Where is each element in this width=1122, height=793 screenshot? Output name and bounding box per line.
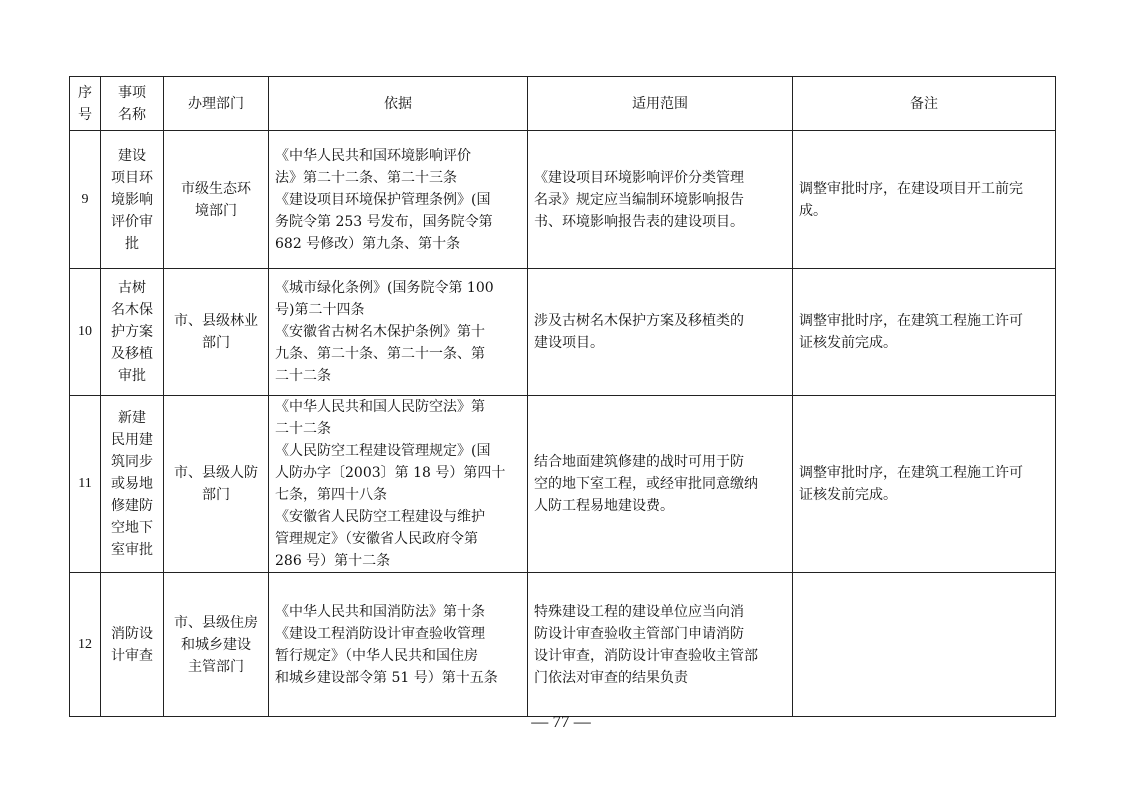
row-basis-line: 《中华人民共和国环境影响评价 (275, 147, 471, 164)
row-note-line: 成。 (799, 202, 827, 219)
row-basis-line: 《建设项目环境保护管理条例》(国 (275, 191, 491, 208)
row-department-line: 市级生态环 (181, 180, 251, 197)
row-department-line: 主管部门 (188, 658, 244, 675)
row-basis-line: 暂行规定》（中华人民共和国住房 (275, 647, 478, 664)
row-item-name-line: 空地下 (111, 520, 153, 536)
row-basis-line: 《安徽省古树名木保护条例》第十 (275, 324, 485, 340)
row-basis-line: 九条、第二十条、第二十一条、第 (275, 346, 485, 362)
row-department (164, 396, 269, 573)
row-note-line: 调整审批时序，在建筑工程施工许可 (799, 465, 1023, 481)
row-basis-line: 和城乡建设部令第 51 号）第十五条 (275, 669, 498, 686)
row-scope-line: 结合地面建筑修建的战时可用于防 (534, 454, 744, 470)
row-basis-line: 《建设工程消防设计审查验收管理 (275, 625, 485, 642)
row-scope-line: 门依法对审查的结果负责 (534, 669, 688, 686)
row-department-line: 部门 (202, 487, 230, 503)
row-note-line: 调整审批时序，在建设项目开工前完 (799, 180, 1023, 197)
row-item-name (101, 269, 164, 396)
header-department: 办理部门 (164, 77, 269, 131)
row-item-name (101, 573, 164, 717)
row-item-name-line: 境影响 (111, 191, 153, 208)
row-item-name (101, 396, 164, 573)
row-note-line: 证核发前完成。 (799, 335, 897, 351)
row-basis-line: 二十二条 (275, 421, 331, 437)
row-basis-line: 《安徽省人民防空工程建设与维护 (275, 509, 485, 525)
row-basis-line: 号)第二十四条 (275, 302, 365, 318)
row-note (793, 396, 1056, 573)
row-item-name-line: 及移植 (111, 346, 153, 362)
row-note (793, 573, 1056, 717)
row-item-name-line: 室审批 (111, 542, 153, 558)
table-row (70, 396, 1056, 573)
table-row (70, 573, 1056, 717)
row-basis-line: 286 号）第十二条 (275, 553, 391, 569)
row-basis-line: 法》第二十二条、第二十三条 (275, 169, 457, 186)
row-note-line: 证核发前完成。 (799, 487, 897, 503)
row-basis-line: 《人民防空工程建设管理规定》(国 (275, 443, 491, 459)
row-department (164, 131, 269, 269)
row-basis (269, 396, 528, 573)
row-seq-number: 10 (70, 269, 101, 396)
header-seq: 序 号 (70, 77, 101, 131)
table-body (70, 131, 1056, 717)
page-number: — 77 — (531, 712, 591, 731)
row-item-name-line: 新建 (118, 410, 146, 426)
row-item-name-line: 消防设 (111, 625, 153, 642)
header-item-name: 事项 名称 (101, 77, 164, 131)
row-department-line: 境部门 (195, 202, 237, 219)
row-item-name-line: 批 (125, 235, 139, 252)
table-row (70, 269, 1056, 396)
row-department (164, 269, 269, 396)
row-scope (528, 131, 793, 269)
row-item-name-line: 名木保 (111, 302, 153, 318)
row-item-name-line: 修建防 (111, 498, 153, 514)
row-basis-line: 务院令第 253 号发布，国务院令第 (275, 213, 493, 230)
header-basis: 依据 (269, 77, 528, 131)
table-row (70, 131, 1056, 269)
row-item-name-line: 筑同步 (111, 454, 153, 470)
row-item-name-line: 建设 (118, 147, 146, 164)
row-scope-line: 设计审查，消防设计审查验收主管部 (534, 647, 758, 664)
row-department-line: 和城乡建设 (181, 636, 251, 653)
row-scope-line: 建设项目。 (534, 335, 604, 351)
row-item-name-line: 护方案 (111, 324, 153, 340)
row-department-line: 市、县级林业 (174, 313, 258, 329)
row-basis-line: 《城市绿化条例》(国务院令第 100 (275, 280, 494, 296)
table-header-row (70, 77, 1056, 131)
approval-items-table (69, 76, 1056, 717)
row-scope-line: 书、环境影响报告表的建设项目。 (534, 213, 744, 230)
row-seq-number: 9 (70, 131, 101, 269)
row-scope-line: 防设计审查验收主管部门申请消防 (534, 625, 744, 642)
row-item-name (101, 131, 164, 269)
row-item-name-line: 项目环 (111, 169, 153, 186)
row-item-name-line: 古树 (118, 280, 146, 296)
row-basis-line: 《中华人民共和国人民防空法》第 (275, 399, 485, 415)
row-basis-line: 682 号修改）第九条、第十条 (275, 235, 461, 252)
row-note (793, 131, 1056, 269)
row-basis-line: 二十二条 (275, 368, 331, 384)
row-scope (528, 573, 793, 717)
row-note (793, 269, 1056, 396)
row-scope-line: 名录》规定应当编制环境影响报告 (534, 191, 744, 208)
row-basis-line: 管理规定》（安徽省人民政府令第 (275, 531, 478, 547)
row-scope-line: 人防工程易地建设费。 (534, 498, 674, 514)
row-item-name-line: 评价审 (111, 213, 153, 230)
row-department-line: 市、县级人防 (174, 465, 258, 481)
row-scope-line: 特殊建设工程的建设单位应当向消 (534, 603, 744, 620)
header-note: 备注 (793, 77, 1056, 131)
row-department-line: 部门 (202, 335, 230, 351)
row-note-line: 调整审批时序，在建筑工程施工许可 (799, 313, 1023, 329)
row-scope-line: 涉及古树名木保护方案及移植类的 (534, 313, 744, 329)
row-seq-number: 12 (70, 573, 101, 717)
row-item-name-line: 或易地 (111, 476, 153, 492)
row-basis (269, 269, 528, 396)
row-department-line: 市、县级住房 (174, 614, 258, 631)
row-basis (269, 131, 528, 269)
row-scope-line: 《建设项目环境影响评价分类管理 (534, 169, 744, 186)
row-item-name-line: 民用建 (111, 432, 153, 448)
row-scope-line: 空的地下室工程，或经审批同意缴纳 (534, 476, 758, 492)
row-seq-number: 11 (70, 396, 101, 573)
row-item-name-line: 计审查 (111, 647, 153, 664)
row-basis (269, 573, 528, 717)
row-item-name-line: 审批 (118, 368, 146, 384)
row-department (164, 573, 269, 717)
row-scope (528, 269, 793, 396)
row-basis-line: 《中华人民共和国消防法》第十条 (275, 603, 485, 620)
row-basis-line: 人防办字〔2003〕第 18 号）第四十 (275, 465, 506, 481)
row-basis-line: 七条，第四十八条 (275, 487, 387, 503)
row-scope (528, 396, 793, 573)
header-scope: 适用范围 (528, 77, 793, 131)
